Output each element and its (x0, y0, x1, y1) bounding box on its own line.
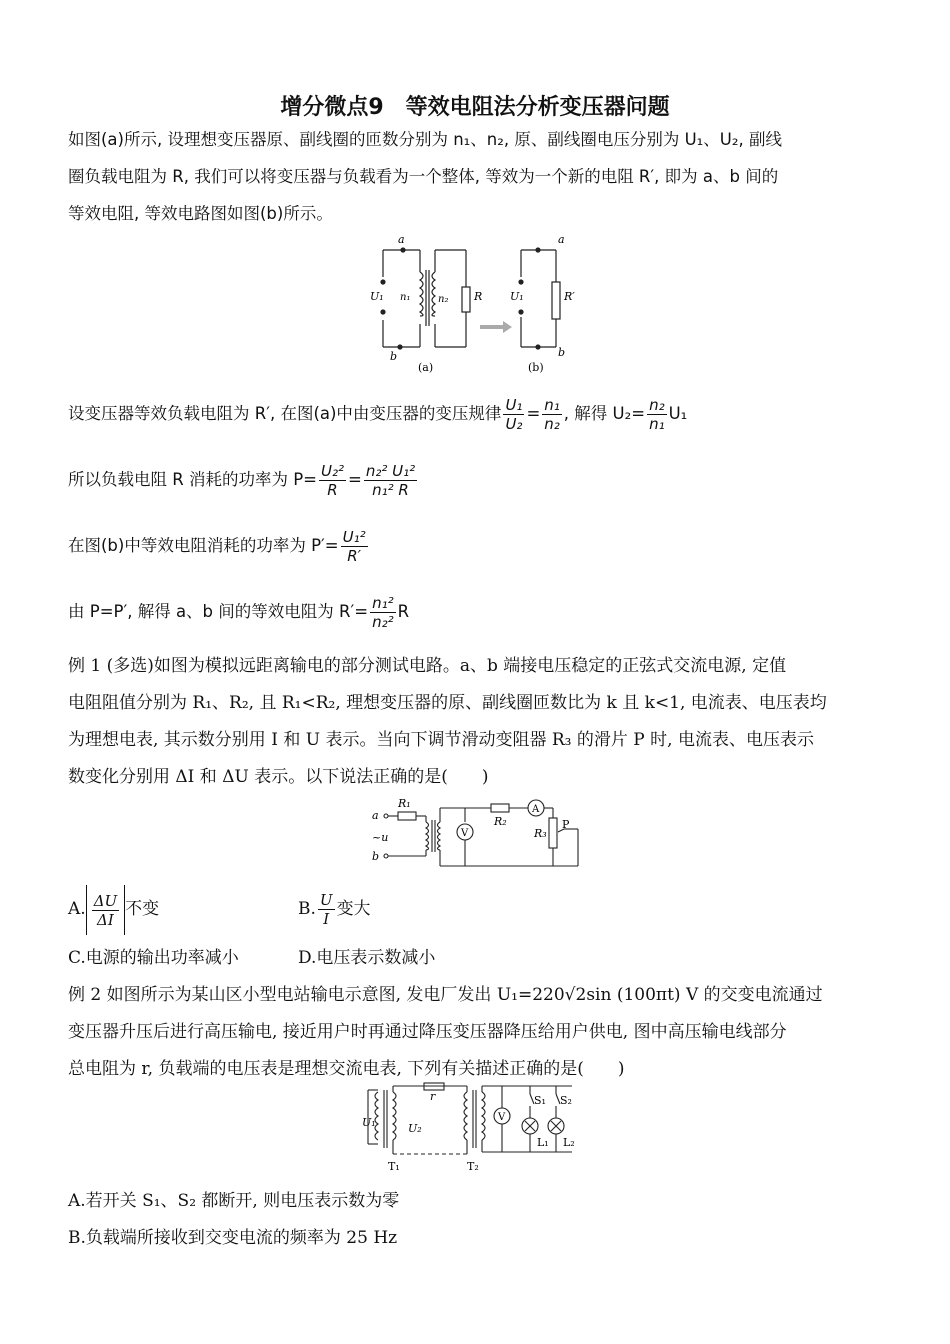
caption-a: (a) (418, 361, 434, 374)
label-a: a (398, 233, 405, 246)
example-2-options (68, 1183, 888, 1257)
svg-text:U₂: U₂ (408, 1122, 422, 1135)
svg-text:T₁: T₁ (388, 1160, 400, 1173)
svg-text:a: a (372, 809, 379, 822)
intro-line: 圈负载电阻为 R, 我们可以将变压器与负载看为一个整体, 等效为一个新的电阻 R′, 即为 a、b 间的 (68, 167, 779, 186)
label-b2: b (558, 346, 566, 359)
svg-text:r: r (430, 1090, 436, 1103)
option-d[interactable]: D.电压表示数减小 (298, 948, 436, 968)
derivation-line-4: 由 P=P′, 解得 a、b 间的等效电阻为 R′= $\frac{\text{n₁²}}{\text{n₂²}}$ R (68, 594, 410, 631)
svg-text:V: V (461, 828, 469, 839)
option-b[interactable]: B.负载端所接收到交变电流的频率为 25 Hz (68, 1228, 398, 1248)
example-2-circuit (362, 1082, 587, 1177)
derivation-line-2: 所以负载电阻 R 消耗的功率为 P= $\frac{\text{U₂²}}{R}$ = $\frac{\text{n₂² U₁²}}{\text{n₁² R}}$ (68, 462, 416, 499)
svg-text:R₂: R₂ (494, 815, 507, 828)
intro-line: 如图(a)所示, 设理想变压器原、副线圈的匝数分别为 n₁、n₂, 原、副线圈电压分别为 U₁、U₂, 副线 (68, 130, 782, 149)
example-1-options-cd (68, 940, 888, 977)
svg-text:S₁: S₁ (534, 1094, 546, 1107)
example-2-text: 例 2 如图所示为某山区小型电站输电示意图, 发电厂发出 U₁=220√2sin (100πt) V 的交变电流通过 变压器升压后进行高压输电, 接近用户时再通过降压变压器降压给用户供电, 图中高压输电线部分 总电阻为 r, 负载端的电压表是理想交流电表, 下列有关描述正确的是( ) (68, 985, 823, 1079)
svg-text:b: b (372, 850, 380, 863)
label-R: R (474, 290, 483, 303)
arrow-icon (480, 321, 512, 333)
svg-text:L₁: L₁ (537, 1136, 549, 1149)
svg-text:L₂: L₂ (563, 1136, 575, 1149)
derivation-line-3: 在图(b)中等效电阻消耗的功率为 P′= $\frac{\text{U₁²}}{R'}$ (68, 528, 366, 565)
svg-text:R₃: R₃ (534, 827, 547, 840)
svg-text:U₁: U₁ (362, 1116, 376, 1129)
option-a[interactable]: A.若开关 S₁、S₂ 都断开, 则电压表示数为零 (68, 1191, 400, 1211)
example-1-circuit (368, 794, 583, 870)
option-c[interactable]: C.电源的输出功率减小 (68, 948, 239, 968)
svg-text:P: P (562, 818, 570, 831)
intro-paragraph (68, 121, 888, 232)
label-Rp: R′ (564, 290, 575, 303)
svg-text:~u: ~u (372, 831, 389, 844)
label-b: b (390, 350, 398, 363)
option-b[interactable]: B. $\frac{U}{I}$ 变大 (298, 891, 371, 928)
label-a2: a (558, 233, 565, 246)
label-n1: n₁ (400, 292, 411, 303)
svg-text:R₁: R₁ (398, 797, 411, 810)
svg-text:T₂: T₂ (467, 1160, 479, 1173)
svg-text:S₂: S₂ (560, 1094, 572, 1107)
transformer-figure-ab (368, 232, 588, 377)
label-n2: n₂ (438, 294, 449, 305)
example-1-text: 例 1 (多选)如图为模拟远距离输电的部分测试电路。a、b 端接电压稳定的正弦式交流电源, 定值 电阻阻值分别为 R₁、R₂, 且 R₁<R₂, 理想变压器的原、副线圈匝数比为 k 且 k<1, 电流表、电压表均 为理想电表, 其示数分别用 I 和 U 表示。当向下调节滑动变阻器 R₃ 的滑片 P 时, 电流表、电压表示 数变化分别用 ΔI 和 ΔU 表示。以下说法正确的是( ) (68, 656, 827, 787)
derivation-line-1: 设变压器等效负载电阻为 R′, 在图(a)中由变压器的变压规律 $\frac{\text{U₁}}{\text{U₂}}$ = $\frac{\text{n₁}}{\text{n₂}}$ , 解得 U₂= $\frac{\text{n₂}}{\text{n₁}}$ U₁ (68, 396, 688, 433)
label-U1-b: U₁ (510, 290, 524, 303)
page-title: 增分微点9 等效电阻法分析变压器问题 (280, 95, 670, 120)
label-U1: U₁ (370, 290, 384, 303)
caption-b: (b) (528, 361, 544, 374)
example-1-options-ab (68, 884, 888, 935)
svg-text:A: A (532, 804, 540, 815)
intro-line: 等效电阻, 等效电路图如图(b)所示。 (68, 204, 333, 223)
option-a[interactable]: A. $\frac{\Delta U}{\Delta I}$ 不变 (68, 899, 159, 919)
svg-text:V: V (498, 1112, 506, 1123)
